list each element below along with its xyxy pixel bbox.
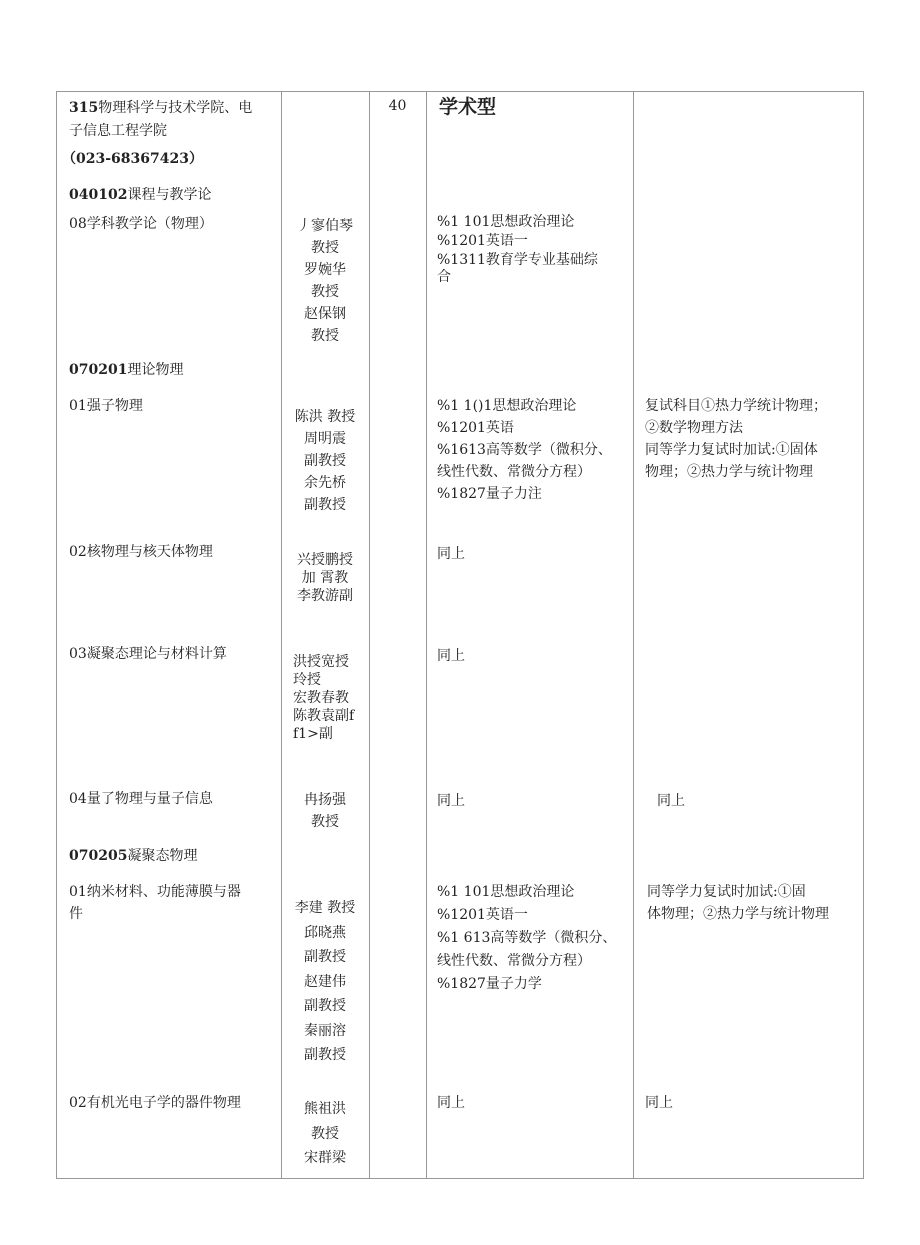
advisor-list: 洪授宽授 玲授 宏教春教 陈教袁副f f1>副 — [293, 654, 355, 742]
advisor-list: 熊祖洪 教授 宋群梁 — [304, 1101, 346, 1166]
direction-name: 02核物理与核天体物理 — [69, 544, 213, 560]
advisor-list: 兴授鹏授 加 霄教 李教游副 — [297, 552, 353, 604]
program-title: 070205凝聚态物理 — [69, 848, 198, 864]
direction-name: 01纳米材料、功能薄膜与器 件 — [69, 884, 241, 922]
column-divider — [633, 92, 634, 1178]
exam-subjects: 同上 — [437, 648, 465, 664]
exam-subjects: 同上 — [437, 546, 465, 562]
direction-name: 02有机光电子学的器件物理 — [69, 1095, 241, 1111]
direction-name: 01强子物理 — [69, 398, 143, 414]
advisor-list: 冉扬强 教授 — [304, 792, 346, 830]
program-type: 学术型 — [439, 96, 497, 118]
college-code: 315 — [69, 100, 99, 116]
advisor-list: 丿寥伯琴 教授 罗婉华 教授 赵保钢 教授 — [297, 218, 353, 344]
exam-subjects: %1 101思想政治理论 %1201英语一 %1311教育学专业基础综 合 — [437, 214, 598, 285]
admissions-table — [56, 91, 864, 1179]
column-divider — [426, 92, 427, 1178]
exam-subjects: %1 101思想政治理论 %1201英语一 %1 613高等数学（微积分、 线性代数、常微分方程） %1827量子力学 — [437, 884, 617, 992]
college-name-line2: 子信息工程学院 — [69, 123, 167, 139]
college-name-line1: 315物理科学与技术学院、电 — [69, 100, 253, 116]
direction-name: 08学科教学论（物理） — [69, 216, 213, 232]
direction-name: 03凝聚态理论与材料计算 — [69, 646, 227, 662]
exam-notes: 同等学力复试时加试:①固 体物理；②热力学与统计物理 — [647, 884, 829, 922]
college-phone: （023-68367423） — [62, 151, 203, 167]
column-divider — [369, 92, 370, 1178]
enrollment-quota: 40 — [388, 98, 407, 114]
exam-notes: 复试科目①热力学统计物理； ②数学物理方法 同等学力复试时加试:①固体 物理；②热力学与统计物理 — [645, 398, 827, 480]
exam-notes: 同上 — [657, 793, 685, 809]
exam-subjects: %1 1()1思想政治理论 %1201英语 %1613高等数学（微积分、 线性代数、常微分方程） %1827量子力注 — [437, 398, 612, 502]
advisor-list: 陈洪 教授 周明震 副教授 余先桥 副教授 — [294, 409, 356, 513]
exam-notes: 同上 — [645, 1095, 673, 1111]
program-title: 040102课程与教学论 — [69, 187, 212, 203]
advisor-list: 李建 教授 邱晓燕 副教授 赵建伟 副教授 秦丽溶 副教授 — [294, 900, 356, 1063]
program-title: 070201理论物理 — [69, 362, 184, 378]
exam-subjects: 同上 — [437, 1095, 465, 1111]
exam-subjects: 同上 — [437, 793, 465, 809]
direction-name: 04量了物理与量子信息 — [69, 791, 213, 807]
